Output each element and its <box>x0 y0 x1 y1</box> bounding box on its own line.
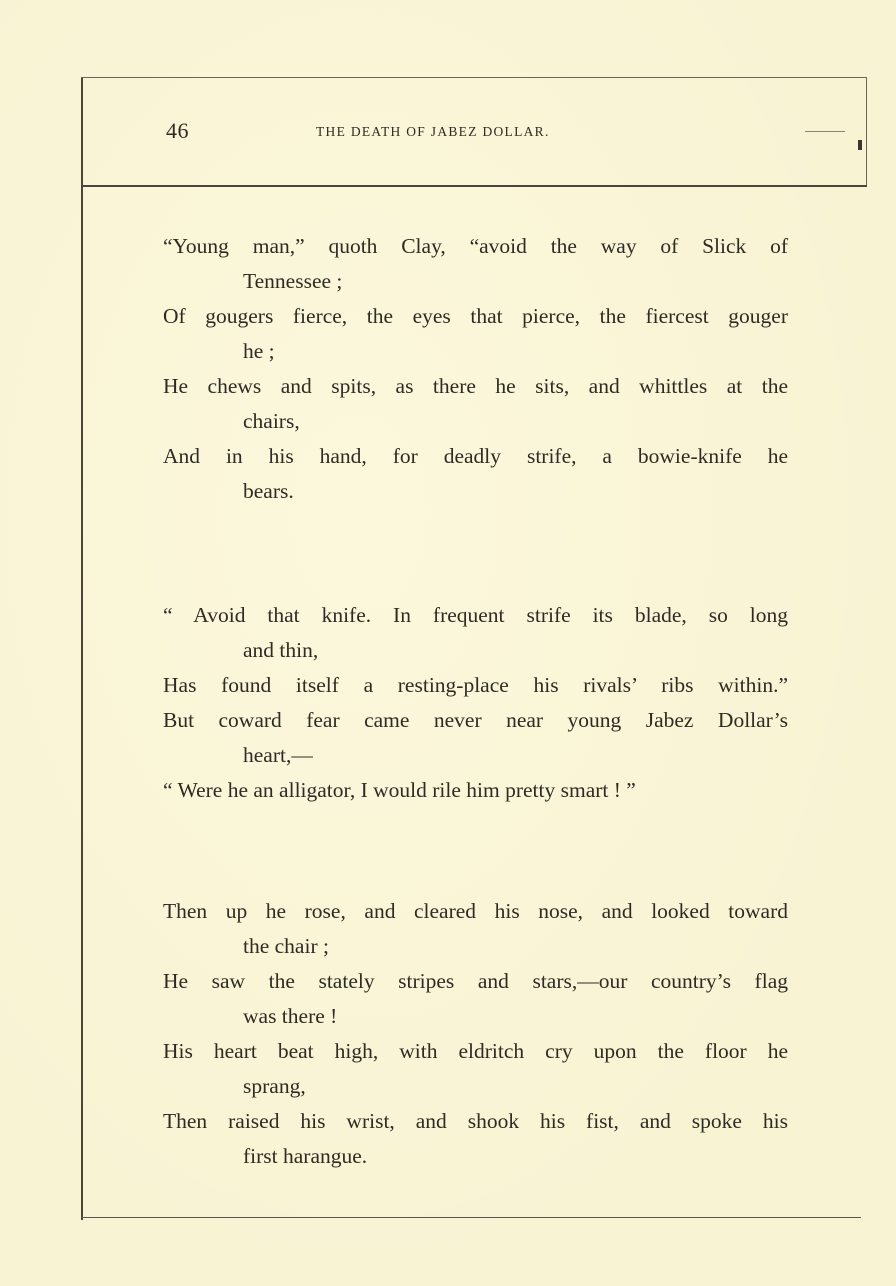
verse-continuation: the chair ; <box>243 934 329 958</box>
stanza <box>163 598 788 808</box>
header-mark <box>805 131 845 132</box>
verse-continuation: he ; <box>243 339 275 363</box>
verse-line: “Young man,” quoth Clay, “avoid the way of Slick of <box>163 234 788 258</box>
verse-line: But coward fear came never near young Jabez Dollar’s <box>163 708 788 732</box>
verse-line: Then up he rose, and cleared his nose, and looked toward <box>163 899 788 923</box>
verse-line: And in his hand, for deadly strife, a bowie-knife he <box>163 444 788 468</box>
verse-line: “ Avoid that knife. In frequent strife its blade, so long <box>163 603 788 627</box>
verse-continuation: and thin, <box>243 638 319 662</box>
frame-right-rule <box>866 78 867 186</box>
verse-line: Has found itself a resting-place his rivals’ ribs within.” <box>163 673 788 697</box>
stanza <box>163 894 788 1174</box>
header-rule <box>81 185 867 187</box>
verse-continuation: bears. <box>243 479 294 503</box>
verse-line: Of gougers fierce, the eyes that pierce, the fiercest gouger <box>163 304 788 328</box>
stanza <box>163 229 788 509</box>
verse-continuation: chairs, <box>243 409 300 433</box>
verse-line: Then raised his wrist, and shook his fist, and spoke his <box>163 1109 788 1133</box>
verse-continuation: Tennessee ; <box>243 269 343 293</box>
verse-line: His heart beat high, with eldritch cry upon the floor he <box>163 1039 788 1063</box>
verse-continuation: was there ! <box>243 1004 338 1028</box>
frame-bottom-rule <box>81 1217 861 1218</box>
ink-speck <box>858 140 862 150</box>
verse-continuation: sprang, <box>243 1074 306 1098</box>
verse-continuation: heart,— <box>243 743 313 767</box>
running-head: THE DEATH OF JABEZ DOLLAR. <box>316 124 550 139</box>
verse-line: He chews and spits, as there he sits, and whittles at the <box>163 374 788 398</box>
verse-line: “ Were he an alligator, I would rile him pretty smart ! ” <box>163 778 636 802</box>
page-number: 46 <box>166 118 189 143</box>
frame-left-rule <box>81 78 83 1220</box>
verse-continuation: first harangue. <box>243 1144 368 1168</box>
verse-line: He saw the stately stripes and stars,—our country’s flag <box>163 969 788 993</box>
frame-top-rule <box>81 77 867 78</box>
